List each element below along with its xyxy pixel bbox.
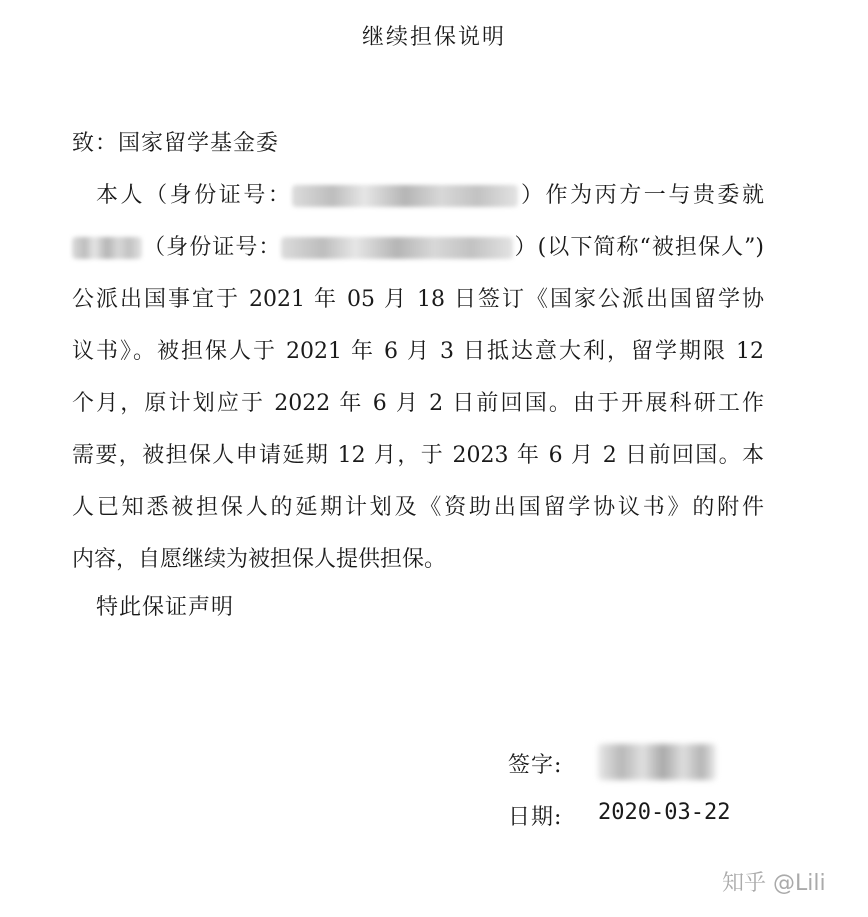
- body-line-7: 人已知悉被担保人的延期计划及《资助出国留学协议书》的附件: [72, 495, 764, 520]
- document-title: 继续担保说明: [361, 25, 506, 50]
- body-line-2: [72, 222, 764, 274]
- body-line-3: 公派出国事宜于 2021 年 05 月 18 日签订《国家公派出国留学协: [72, 287, 764, 312]
- redacted-id-number: [292, 185, 518, 207]
- body-line-2-after: ）(以下简称“被担保人”): [513, 235, 764, 260]
- date-value: 2020-03-22: [598, 800, 731, 825]
- body-line-6: 需要，被担保人申请延期 12 月，于 2023 年 6 月 2 日前回国。本: [72, 443, 764, 468]
- redacted-id-number-2: [281, 237, 513, 259]
- body-line-1-after: ）作为丙方一与贵委就: [518, 183, 764, 208]
- body-line-8: 内容，自愿继续为被担保人提供担保。: [72, 547, 447, 572]
- document-body: [72, 170, 764, 586]
- body-line-1: [72, 170, 764, 222]
- redacted-signature: [598, 744, 716, 780]
- body-line-4: 议书》。被担保人于 2021 年 6 月 3 日抵达意大利，留学期限 12: [72, 339, 764, 364]
- body-line-1-before: 本人（身份证号：: [96, 183, 293, 208]
- body-line-2-before: （身份证号：: [142, 235, 282, 260]
- watermark: 知乎 @Lili: [722, 871, 826, 896]
- redacted-name: [72, 237, 142, 259]
- closing-statement: 特此保证声明: [96, 595, 235, 620]
- body-line-5: 个月，原计划应于 2022 年 6 月 2 日前回国。由于开展科研工作: [72, 391, 764, 416]
- addressee: 致：国家留学基金委: [72, 131, 280, 156]
- signature-label: 签字:: [508, 753, 563, 778]
- date-label: 日期:: [508, 805, 563, 830]
